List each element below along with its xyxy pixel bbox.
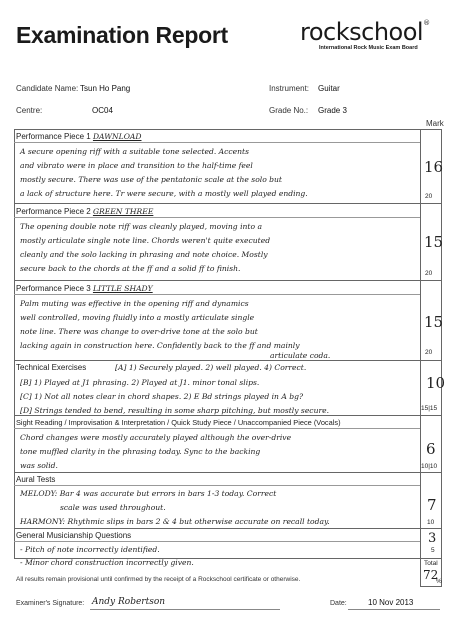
comment-line: - Pitch of note incorrectly identified. (20, 545, 160, 554)
total-box-left (420, 558, 421, 586)
section-max: 5 (431, 547, 435, 554)
comment-line: Palm muting was effective in the opening riff and dynamics (20, 299, 249, 308)
grade-value: Grade 3 (318, 106, 347, 115)
comment-line: and vibrato were in place and transition to the half-time feel (20, 161, 253, 170)
candidate-name-value: Tsun Ho Pang (80, 84, 131, 93)
section-divider (14, 360, 442, 361)
comment-line: note line. There was change to over-drive tone at the solo but (20, 327, 258, 336)
table-right-rule (441, 129, 442, 559)
mark-column-rule (420, 129, 421, 559)
rockschool-logo (300, 18, 430, 46)
comment-line: scale was used throughout. (60, 503, 166, 512)
section-max: 20 (425, 270, 433, 277)
section-max: 10|10 (421, 463, 438, 470)
comment-line: MELODY: Bar 4 was accurate but errors in bars 1-3 today. Correct (20, 489, 277, 498)
comment-line: well controlled, moving fluidly into a mostly articulate single (20, 313, 255, 322)
signature-label: Examiner's Signature: (16, 600, 85, 607)
comment-line: [B] 1) Played at J1 phrasing. 2) Played at J1. minor tonal slips. (20, 378, 260, 387)
comment-line: [A] 1) Securely played. 2) well played. 4) Correct. (115, 363, 307, 372)
section-max: 20 (425, 349, 433, 356)
section-heading-rule (14, 428, 420, 429)
date-label: Date: (330, 600, 347, 607)
total-value: 72 (423, 568, 439, 582)
examiner-signature: Andy Robertson (92, 597, 166, 607)
comment-line: cleanly and the solo lacking in phrasing and note choice. Mostly (20, 250, 268, 259)
report-title: Examination Report (16, 22, 228, 48)
section-heading-rule (14, 485, 420, 486)
comment-line: [D] Strings tended to bend, resulting in some sharp pitching, but mostly secure. (20, 406, 329, 415)
table-left-rule (14, 129, 15, 559)
comment-line: - Minor chord construction incorrectly given. (20, 558, 194, 567)
comment-line: articulate coda. (270, 351, 331, 360)
section-max: 20 (425, 193, 433, 200)
section-mark: 7 (427, 496, 437, 514)
section-heading-rule (14, 142, 420, 143)
section-divider (14, 528, 442, 529)
comment-line: HARMONY: Rhythmic slips in bars 2 & 4 but otherwise accurate on recall today. (20, 517, 330, 526)
section-mark: 10 (426, 374, 446, 392)
centre-label: Centre: (16, 106, 43, 115)
mark-header: Mark (426, 119, 444, 128)
logo-text: rockschool (300, 18, 424, 46)
section-heading-rule (14, 217, 420, 218)
section-max: 15|15 (421, 405, 438, 412)
section-mark: 3 (428, 531, 437, 546)
section-heading: Performance Piece 2 GREEN THREE (16, 207, 154, 216)
instrument-label: Instrument: (269, 84, 310, 93)
section-mark: 16 (424, 158, 444, 176)
candidate-name-label: Candidate Name: (16, 84, 79, 93)
centre-value: OC04 (92, 106, 113, 115)
date-value: 10 Nov 2013 (368, 598, 414, 607)
comment-line: a lack of structure here. Tr were secure, with a mostly well played ending. (20, 189, 308, 198)
section-heading: Sight Reading / Improvisation & Interpretation / Quick Study Piece / Unaccompanied Piece (Vocals) (16, 418, 341, 427)
section-heading-rule (14, 541, 420, 542)
section-mark: 15 (424, 313, 444, 331)
table-top-rule (14, 129, 442, 130)
section-divider (14, 280, 442, 281)
comment-line: tone muffled clarity in the phrasing today. Sync to the backing (20, 447, 261, 456)
grade-label: Grade No.: (269, 106, 309, 115)
piece-title-handwritten: LITTLE SHADY (92, 284, 153, 293)
comment-line: mostly secure. There was use of the pentatonic scale at the solo but (20, 175, 282, 184)
date-rule (348, 609, 440, 610)
signature-rule (90, 609, 280, 610)
section-max: 10 (427, 519, 435, 526)
piece-title-handwritten: DAWNLOAD (92, 132, 142, 141)
comment-line: lacking again in construction here. Confidently back to the ff and mainly (20, 341, 300, 350)
comment-line: was solid. (20, 461, 58, 470)
logo-reg: ® (423, 19, 430, 27)
section-heading: Performance Piece 1 DAWNLOAD (16, 132, 142, 141)
piece-title-handwritten: GREEN THREE (92, 207, 154, 216)
comment-line: The opening double note riff was cleanly played, moving into a (20, 222, 262, 231)
comment-line: Chord changes were mostly accurately played although the over-drive (20, 433, 292, 442)
section-heading: General Musicianship Questions (16, 531, 132, 540)
comment-line: secure back to the chords at the ff and a solid ff to finish. (20, 264, 241, 273)
section-mark: 6 (426, 440, 436, 458)
section-divider (14, 203, 442, 204)
section-heading: Aural Tests (16, 475, 56, 484)
logo-tagline: International Rock Music Exam Board (319, 45, 418, 51)
comment-line: [C] 1) Not all notes clear in chord shapes. 2) E Bd strings played in A bg? (20, 392, 304, 401)
total-box-bottom (420, 586, 442, 587)
total-unit: % (436, 578, 442, 585)
section-mark: 15 (424, 233, 444, 251)
section-heading: Performance Piece 3 LITTLE SHADY (16, 284, 153, 293)
comment-line: A secure opening riff with a suitable tone selected. Accents (20, 147, 249, 156)
total-label: Total (424, 560, 438, 567)
comment-line: mostly articulate single note line. Chords weren't quite executed (20, 236, 271, 245)
section-heading-rule (14, 294, 420, 295)
section-divider (14, 415, 442, 416)
section-heading: Technical Exercises (16, 363, 87, 372)
disclaimer-text: All results remain provisional until confirmed by the receipt of a Rockschool certificate or otherwise. (16, 576, 301, 583)
instrument-value: Guitar (318, 84, 340, 93)
section-divider (14, 472, 442, 473)
